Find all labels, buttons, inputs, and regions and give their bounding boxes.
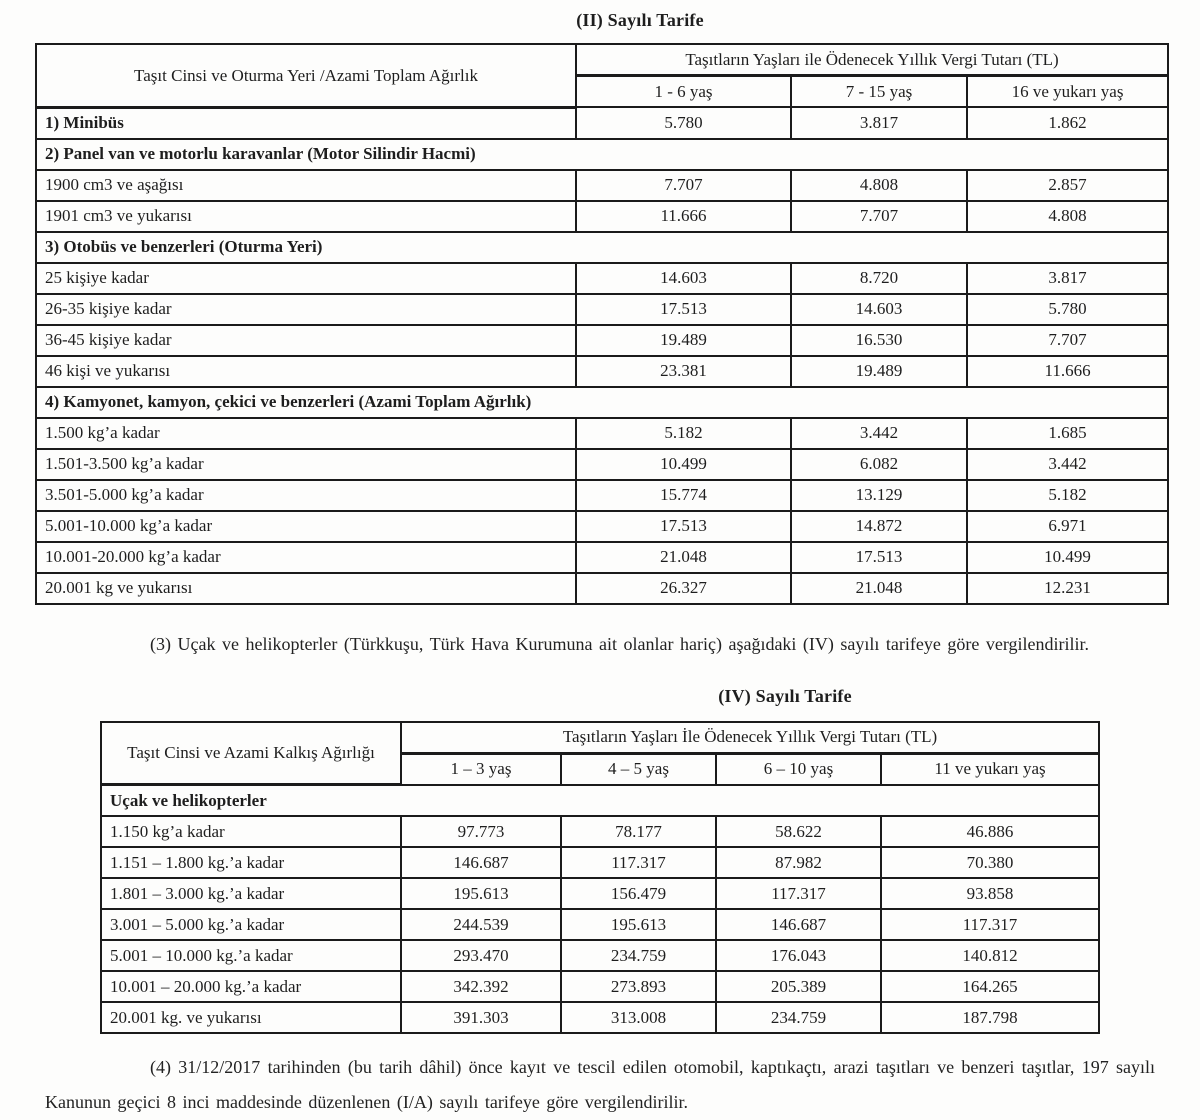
tax-value-cell: 23.381 [576, 356, 791, 387]
row-label: 20.001 kg. ve yukarısı [101, 1002, 401, 1033]
tax-value-cell: 17.513 [576, 294, 791, 325]
table-row [36, 356, 1168, 387]
tax-value-cell: 19.489 [576, 325, 791, 356]
row-label: 20.001 kg ve yukarısı [36, 573, 576, 604]
row-label: 1.500 kg’a kadar [36, 418, 576, 449]
tax-value-cell: 234.759 [561, 940, 716, 971]
tax-value-cell: 117.317 [561, 847, 716, 878]
tax-value-cell: 5.780 [967, 294, 1168, 325]
tax-value-cell: 5.182 [967, 480, 1168, 511]
tax-value-cell: 3.817 [791, 107, 967, 139]
tax-value-cell: 2.857 [967, 170, 1168, 201]
tax-value-cell: 7.707 [967, 325, 1168, 356]
tax-value-cell: 11.666 [576, 201, 791, 232]
row-label: 1901 cm3 ve yukarısı [36, 201, 576, 232]
row-label: 25 kişiye kadar [36, 263, 576, 294]
row-label: 3.001 – 5.000 kg.’a kadar [101, 909, 401, 940]
tax-value-cell: 46.886 [881, 816, 1099, 847]
row-label: 26-35 kişiye kadar [36, 294, 576, 325]
tax-value-cell: 21.048 [791, 573, 967, 604]
tax-value-cell: 12.231 [967, 573, 1168, 604]
tax-value-cell: 26.327 [576, 573, 791, 604]
tax-value-cell: 15.774 [576, 480, 791, 511]
row-label: 10.001-20.000 kg’a kadar [36, 542, 576, 573]
row-label: 1900 cm3 ve aşağısı [36, 170, 576, 201]
tax-value-cell: 14.603 [576, 263, 791, 294]
table-row [36, 542, 1168, 573]
table-row [36, 573, 1168, 604]
tax-value-cell: 7.707 [576, 170, 791, 201]
row-label: 1.501-3.500 kg’a kadar [36, 449, 576, 480]
tax-value-cell: 273.893 [561, 971, 716, 1002]
section-row-label: 3) Otobüs ve benzerleri (Oturma Yeri) [36, 232, 1168, 263]
tax-value-cell: 164.265 [881, 971, 1099, 1002]
row-label: 1.151 – 1.800 kg.’a kadar [101, 847, 401, 878]
row-label: 46 kişi ve yukarısı [36, 356, 576, 387]
row-label: 36-45 kişiye kadar [36, 325, 576, 356]
tariff-iv-age-header-6-10: 6 – 10 yaş [716, 753, 881, 785]
tax-value-cell: 58.622 [716, 816, 881, 847]
table-row [101, 909, 1099, 940]
tariff-iv-span-header: Taşıtların Yaşları İle Ödenecek Yıllık Vergi Tutarı (TL) [401, 722, 1099, 754]
tariff-ii-body [36, 107, 1168, 604]
tariff-ii-span-header: Taşıtların Yaşları ile Ödenecek Yıllık Vergi Tutarı (TL) [576, 44, 1168, 76]
tax-value-cell: 3.442 [791, 418, 967, 449]
tax-value-cell: 146.687 [716, 909, 881, 940]
tax-value-cell: 97.773 [401, 816, 561, 847]
table-row [36, 449, 1168, 480]
tax-value-cell: 93.858 [881, 878, 1099, 909]
tax-value-cell: 6.082 [791, 449, 967, 480]
table-row [36, 170, 1168, 201]
tax-value-cell: 5.780 [576, 107, 791, 139]
tax-value-cell: 1.862 [967, 107, 1168, 139]
tax-value-cell: 156.479 [561, 878, 716, 909]
tax-value-cell: 10.499 [576, 449, 791, 480]
tax-value-cell: 1.685 [967, 418, 1168, 449]
tariff-iv-title: (IV) Sayılı Tarife [718, 685, 852, 706]
tax-value-cell: 146.687 [401, 847, 561, 878]
row-label: 10.001 – 20.000 kg.’a kadar [101, 971, 401, 1002]
tax-value-cell: 17.513 [791, 542, 967, 573]
table-row [36, 263, 1168, 294]
tariff-iv-body [101, 785, 1099, 1034]
tax-value-cell: 7.707 [791, 201, 967, 232]
table-row [101, 816, 1099, 847]
tax-value-cell: 176.043 [716, 940, 881, 971]
tax-value-cell: 10.499 [967, 542, 1168, 573]
tax-value-cell: 4.808 [791, 170, 967, 201]
tax-value-cell: 117.317 [881, 909, 1099, 940]
tax-value-cell: 195.613 [561, 909, 716, 940]
tax-value-cell: 313.008 [561, 1002, 716, 1033]
tax-value-cell: 234.759 [716, 1002, 881, 1033]
tariff-ii-title: (II) Sayılı Tarife [576, 10, 704, 30]
tax-value-cell: 16.530 [791, 325, 967, 356]
row-label: 1.801 – 3.000 kg.’a kadar [101, 878, 401, 909]
table-row [36, 480, 1168, 511]
table-row [36, 294, 1168, 325]
table-row [101, 971, 1099, 1002]
tariff-ii-header-row-1 [36, 44, 1168, 76]
row-label: 1) Minibüs [36, 107, 576, 139]
tax-value-cell: 187.798 [881, 1002, 1099, 1033]
row-label: 1.150 kg’a kadar [101, 816, 401, 847]
tax-value-cell: 195.613 [401, 878, 561, 909]
tax-value-cell: 70.380 [881, 847, 1099, 878]
tax-value-cell: 205.389 [716, 971, 881, 1002]
tax-value-cell: 3.442 [967, 449, 1168, 480]
tariff-iv-age-header-1-3: 1 – 3 yaş [401, 753, 561, 785]
table-row [36, 387, 1168, 418]
tariff-ii-table [35, 43, 1169, 605]
tax-value-cell: 19.489 [791, 356, 967, 387]
tax-value-cell: 244.539 [401, 909, 561, 940]
table-row [36, 325, 1168, 356]
tariff-ii-age-header-7-15: 7 - 15 yaş [791, 76, 967, 108]
table-row [36, 139, 1168, 170]
tariff-ii-col1-header: Taşıt Cinsi ve Oturma Yeri /Azami Toplam Ağırlık [36, 44, 576, 107]
tax-value-cell: 6.971 [967, 511, 1168, 542]
table-row [36, 201, 1168, 232]
tax-value-cell: 140.812 [881, 940, 1099, 971]
section-row-label: 2) Panel van ve motorlu karavanlar (Motor Silindir Hacmi) [36, 139, 1168, 170]
tariff-ii-age-header-1-6: 1 - 6 yaş [576, 76, 791, 108]
tariff-ii-header [36, 44, 1168, 107]
tariff-iv-age-header-11plus: 11 ve yukarı yaş [881, 753, 1099, 785]
row-label: 5.001-10.000 kg’a kadar [36, 511, 576, 542]
table-row [36, 107, 1168, 139]
tax-value-cell: 5.182 [576, 418, 791, 449]
row-label: 5.001 – 10.000 kg.’a kadar [101, 940, 401, 971]
table-row [101, 878, 1099, 909]
tax-value-cell: 8.720 [791, 263, 967, 294]
table-row [36, 511, 1168, 542]
table-row [36, 418, 1168, 449]
table-row [101, 785, 1099, 817]
row-label: 3.501-5.000 kg’a kadar [36, 480, 576, 511]
tariff-iv-table [100, 721, 1100, 1035]
tax-value-cell: 3.817 [967, 263, 1168, 294]
tax-value-cell: 17.513 [576, 511, 791, 542]
tax-value-cell: 11.666 [967, 356, 1168, 387]
tariff-iv-age-header-4-5: 4 – 5 yaş [561, 753, 716, 785]
tax-value-cell: 14.603 [791, 294, 967, 325]
tariff-ii-age-header-16plus: 16 ve yukarı yaş [967, 76, 1168, 108]
tax-value-cell: 117.317 [716, 878, 881, 909]
tax-value-cell: 78.177 [561, 816, 716, 847]
tariff-iv-header [101, 722, 1099, 785]
tax-value-cell: 87.982 [716, 847, 881, 878]
paragraph-4: (4) 31/12/2017 tarihinden (bu tarih dâhil) önce kayıt ve tescil edilen otomobil, kaptıkaçtı, arazi taşıtları ve benzeri taşıtlar, 197 sayılı Kanunun geçici 8 inci maddesinde düzenlenen (I/A) sayılı tarifeye göre vergilendirilir. [45, 1057, 1155, 1112]
table-row [101, 1002, 1099, 1033]
table-row [101, 847, 1099, 878]
tax-value-cell: 293.470 [401, 940, 561, 971]
tax-value-cell: 342.392 [401, 971, 561, 1002]
tax-value-cell: 21.048 [576, 542, 791, 573]
tariff-iv-col1-header: Taşıt Cinsi ve Azami Kalkış Ağırlığı [101, 722, 401, 785]
tax-value-cell: 391.303 [401, 1002, 561, 1033]
table-row [36, 232, 1168, 263]
paragraph-3: (3) Uçak ve helikopterler (Türkkuşu, Türk Hava Kurumuna ait olanlar hariç) aşağıdaki (IV) sayılı tarifeye göre vergilendirilir. [150, 633, 1090, 654]
tax-value-cell: 14.872 [791, 511, 967, 542]
section-row-label: Uçak ve helikopterler [101, 785, 1099, 817]
tax-value-cell: 4.808 [967, 201, 1168, 232]
table-row [101, 940, 1099, 971]
tariff-iv-header-row-1 [101, 722, 1099, 754]
section-row-label: 4) Kamyonet, kamyon, çekici ve benzerleri (Azami Toplam Ağırlık) [36, 387, 1168, 418]
tax-value-cell: 13.129 [791, 480, 967, 511]
